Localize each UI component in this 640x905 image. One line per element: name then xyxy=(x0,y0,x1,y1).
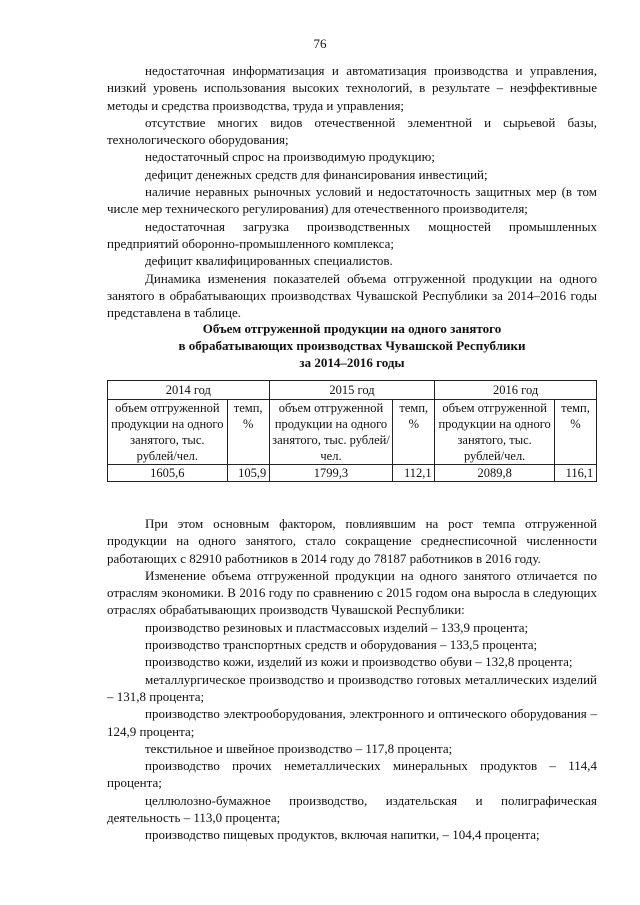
paragraph: недостаточный спрос на производимую продукцию; xyxy=(145,149,435,165)
analysis-text xyxy=(107,515,597,844)
list-item: металлургическое производство и производство готовых металлических изделий – 131,8 процента; xyxy=(107,671,597,704)
table-cell: 112,1 xyxy=(393,465,435,482)
list-item: производство кожи, изделий из кожи и производство обуви – 132,8 процента; xyxy=(145,654,573,670)
paragraph: недостаточная загрузка производственных мощностей промышленных предприятий оборонно-промышленного комплекса; xyxy=(107,218,597,251)
list-item: производство транспортных средств и оборудования – 133,5 процента; xyxy=(145,637,538,653)
paragraph: Изменение объема отгруженной продукции на одного занятого отличается по отраслям экономики. В 2016 году по сравнению с 2015 годом она выросла в следующих отраслях обрабатывающих производств Чувашской Республики: xyxy=(107,567,597,618)
column-header-rate: темп, % xyxy=(393,400,435,465)
table-header-columns xyxy=(108,400,597,465)
column-header-volume: объем отгруженной продукции на одного занятого, тыс. рублей/чел. xyxy=(269,400,393,465)
table-cell: 1799,3 xyxy=(269,465,393,482)
table-title-line: в обрабатывающих производствах Чувашской Республики xyxy=(178,338,526,353)
list-item: целлюлозно-бумажное производство, издательская и полиграфическая деятельность – 113,0 процента; xyxy=(107,792,597,826)
column-header-volume: объем отгруженной продукции на одного занятого, тыс. рублей/чел. xyxy=(108,400,228,465)
paragraph: дефицит квалифицированных специалистов. xyxy=(145,253,393,269)
paragraph: При этом основным фактором, повлиявшим на рост темпа отгруженной продукции на одного занятого, стало сокращение среднесписочной численности работающих с 82910 работников в 2014 году до 78187 работников в 2016 году. xyxy=(107,516,597,566)
table-cell: 116,1 xyxy=(554,465,596,482)
column-header-rate: темп, % xyxy=(554,400,596,465)
year-header: 2015 год xyxy=(269,381,435,400)
data-table xyxy=(107,380,597,482)
table-cell: 2089,8 xyxy=(435,465,555,482)
year-header: 2014 год xyxy=(108,381,270,400)
list-item: производство пищевых продуктов, включая напитки, – 104,4 процента; xyxy=(145,827,540,843)
table-title-line: Объем отгруженной продукции на одного занятого xyxy=(202,321,502,336)
column-header-rate: темп, % xyxy=(227,400,269,465)
list-item: производство электрооборудования, электронного и оптического оборудования – 124,9 процента; xyxy=(107,706,597,739)
paragraph: Динамика изменения показателей объема отгруженной продукции на одного занятого в обрабатывающих производствах Чувашской Республики за 2014–2016 годы представлена в таблице. xyxy=(107,270,597,321)
table-title-line: за 2014–2016 годы xyxy=(299,355,405,370)
intro-text xyxy=(107,62,597,321)
table-cell: 105,9 xyxy=(227,465,269,482)
year-header: 2016 год xyxy=(435,381,597,400)
column-header-volume: объем отгруженной продукции на одного занятого, тыс. рублей/чел. xyxy=(435,400,555,465)
list-item: текстильное и швейное производство – 117,8 процента; xyxy=(145,740,453,756)
table-header-years xyxy=(108,381,597,400)
page-number: 76 xyxy=(313,36,327,51)
table-title xyxy=(107,320,597,371)
paragraph: отсутствие многих видов отечественной элементной и сырьевой базы, технологического оборудования; xyxy=(107,114,597,148)
paragraph: дефицит денежных средств для финансирования инвестиций; xyxy=(145,166,488,182)
paragraph: наличие неравных рыночных условий и недостаточность защитных мер (в том числе мер технического регулирования) для отечественного производителя; xyxy=(107,184,597,217)
table-cell: 1605,6 xyxy=(108,465,228,482)
table-row xyxy=(108,465,597,482)
list-item: производство прочих неметаллических минеральных продуктов – 114,4 процента; xyxy=(107,758,597,791)
paragraph: недостаточная информатизация и автоматизация производства и управления, низкий уровень использования высоких технологий, в результате – неэффективные методы и средства производства, труда и управления; xyxy=(107,63,597,113)
list-item: производство резиновых и пластмассовых изделий – 133,9 процента; xyxy=(145,619,529,635)
